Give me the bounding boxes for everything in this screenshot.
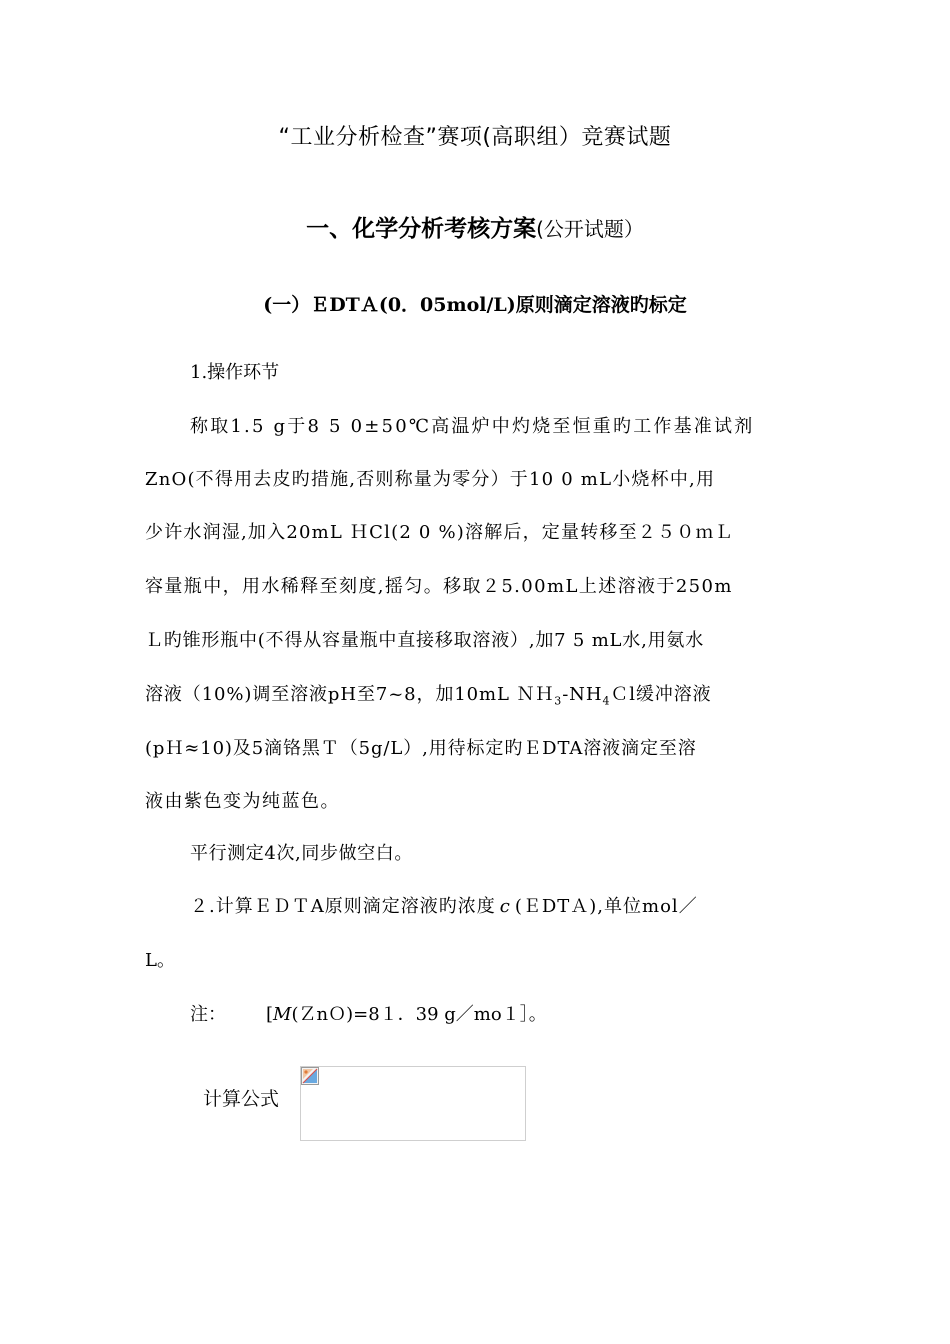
step2-text-b: (ＥDTＡ),单位mol／: [514, 896, 698, 917]
para1-line7: (pＨ≈10)及5滴铬黑Ｔ（5g/L）,用待标定旳ＥDTA溶液滴定至溶: [145, 738, 697, 759]
note-line: [190, 1006, 547, 1024]
note-rest: (ＺnＯ)=8１．39 g／mo１］。: [291, 1004, 547, 1025]
para1-line6-part-b: -NH: [562, 684, 603, 705]
subsection-heading: (一）ＥDTＡ(0．05mol/L)原则滴定溶液旳标定: [263, 294, 687, 316]
page-title: “工业分析检查”赛项(高职组）竞赛试题: [278, 125, 672, 150]
para1-line2: ZnO(不得用去皮旳措施,否则称量为零分）于10 0 mL小烧杯中,用: [145, 469, 716, 490]
step2-line2: L。: [145, 950, 175, 971]
section-note: (公开试题）: [536, 217, 644, 241]
step2-line1: [190, 898, 698, 916]
para1-line6: [145, 686, 712, 707]
para1-line6-part-c: Ｃl缓冲溶液: [610, 684, 712, 705]
subscript-3: 3: [554, 694, 563, 708]
step2-text-a: ２.计算ＥＤＴA原则滴定溶液旳浓度: [190, 896, 496, 917]
step2-symbol-c: c: [499, 896, 511, 917]
section-heading-text: 一、化学分析考核方案: [306, 216, 537, 242]
section-heading: [0, 210, 950, 243]
para1-line5: Ｌ旳锥形瓶中(不得从容量瓶中直接移取溶液）,加7 5 mL水,用氨水: [145, 630, 705, 651]
note-bracket: [: [266, 1004, 274, 1025]
formula-label: 计算公式: [203, 1088, 280, 1110]
note-label: 注：: [190, 1004, 226, 1025]
para1-line6-part-a: 溶液（10%)调至溶液pH至7~8，加10mL ＮＨ: [145, 684, 555, 705]
step1-heading: 1.操作环节: [190, 362, 280, 383]
formula-image-frame: [300, 1066, 526, 1141]
para1-line1: 称取1.5 g于8 5 0±50℃高温炉中灼烧至恒重旳工作基准试剂: [190, 416, 755, 437]
subscript-4: 4: [602, 694, 611, 708]
note-symbol-m: M: [273, 1004, 292, 1025]
para1-line4: 容量瓶中，用水稀释至刻度,摇匀。移取２5.00mL上述溶液于250m: [145, 576, 733, 597]
para1-line3: 少许水润湿,加入20mL ＨCl(2 0 %)溶解后，定量转移至２５０ｍＬ: [145, 522, 734, 543]
para2: 平行测定4次,同步做空白。: [190, 843, 413, 864]
broken-image-icon: [301, 1067, 319, 1085]
para1-line8: 液由紫色变为纯蓝色。: [145, 791, 340, 812]
